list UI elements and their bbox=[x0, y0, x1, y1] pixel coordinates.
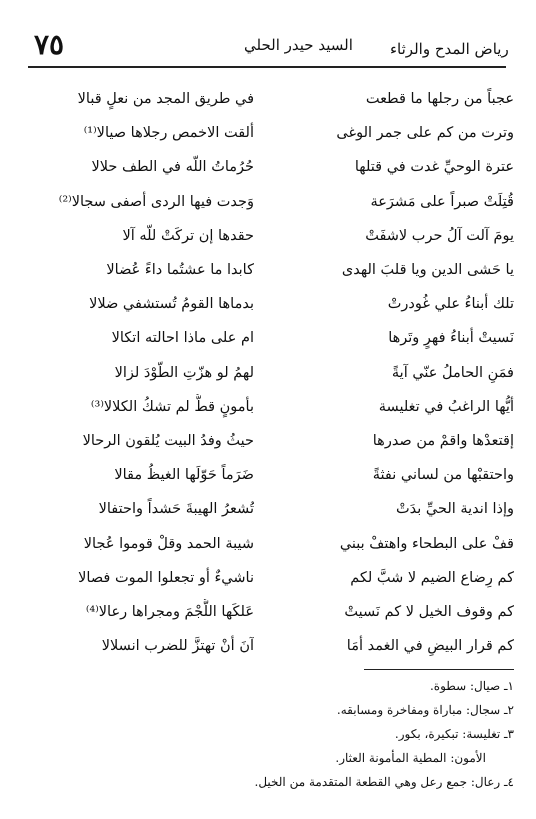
footnote-divider bbox=[364, 669, 514, 670]
verse-first-hemistich: عجباً من رجلها ما قطعت bbox=[365, 91, 514, 107]
verse-second-hemistich: عَلكَها اللُّجْمَ ومجراها رعالا⁽⁴⁾ bbox=[85, 604, 254, 620]
footnote-3: ٣ـ تغليسة: تبكيرة، بكور. bbox=[394, 727, 514, 741]
verse bbox=[0, 531, 536, 565]
verse bbox=[0, 86, 536, 120]
verse-first-hemistich: كم وقوف الخيل لا كم نَسيتْ bbox=[344, 604, 514, 620]
verse-first-hemistich: واحتقبْها من لساني نفثةً bbox=[372, 467, 514, 484]
verse-first-hemistich: تلك أبناءُ علي غُودرتْ bbox=[387, 296, 514, 313]
verse-second-hemistich: في طريق المجد من نعلٍ قبالا bbox=[77, 91, 254, 107]
header-divider bbox=[28, 66, 506, 68]
verse bbox=[0, 120, 536, 154]
verse-second-hemistich: آنَ أنْ تهتزَّ للضرب انسلالا bbox=[101, 638, 254, 655]
verse-second-hemistich: بأمونٍ قطُّ لم تشكُ الكلالا⁽³⁾ bbox=[90, 398, 254, 415]
verse bbox=[0, 565, 536, 599]
verse-first-hemistich: إقتعدْها واقمْ من صدرها bbox=[372, 433, 514, 449]
footnotes bbox=[24, 674, 514, 794]
verse bbox=[0, 223, 536, 257]
verse-second-hemistich: حُرُماتُ اللّه في الطف حلالا bbox=[91, 159, 254, 176]
verse-second-hemistich: حيثُ وفدُ البيت يُلقون الرحالا bbox=[82, 433, 254, 449]
verse bbox=[0, 291, 536, 325]
verse bbox=[0, 189, 536, 223]
verse-first-hemistich: نَسيتْ أبناءُ فهرٍ وتَرها bbox=[388, 330, 514, 347]
verse-first-hemistich: قفْ على البطحاء واهتفْ ببني bbox=[339, 535, 514, 552]
verse-first-hemistich: يا حَشى الدين ويا قلبَ الهدى bbox=[341, 262, 514, 278]
footnote-3-continued: الأمون: المطية المأمونة العثار. bbox=[335, 751, 486, 765]
verse-second-hemistich: بدماها القومُ تُستشفي ضلالا bbox=[89, 296, 254, 313]
verse-second-hemistich: لهمُ لو هزّتِ الطّوْدَ لزالا bbox=[114, 364, 254, 381]
verse-first-hemistich: كم قرار البيضِ في الغمد أمَا bbox=[346, 638, 514, 655]
page-header bbox=[0, 0, 536, 64]
verse-second-hemistich: ناشيءٌ أو تجعلوا الموت فصالا bbox=[78, 569, 254, 586]
verse-second-hemistich: ام على ماذا احالته اتكالا bbox=[111, 330, 254, 347]
verse bbox=[0, 394, 536, 428]
footnote-2: ٢ـ سجال: مباراة ومفاخرة ومسابقه. bbox=[336, 703, 514, 717]
verse-first-hemistich: وترت من كم على جمر الوغى bbox=[336, 125, 514, 142]
verse-first-hemistich: عترة الوحيِّ غدت في قتلها bbox=[354, 159, 514, 176]
verse-second-hemistich: شيبة الحمد وقلْ قوموا عُجالا bbox=[83, 535, 254, 552]
verse bbox=[0, 154, 536, 188]
page-number: ٧٥ bbox=[34, 28, 65, 61]
running-title-book: رياض المدح والرثاء bbox=[390, 40, 509, 58]
verse bbox=[0, 462, 536, 496]
verse-second-hemistich: ألقت الاخمص رجلاها صيالا⁽¹⁾ bbox=[83, 125, 254, 142]
verse bbox=[0, 325, 536, 359]
verse-second-hemistich: تُشعرُ الهيبةَ حَشداً واحتفالا bbox=[98, 501, 254, 518]
verse bbox=[0, 428, 536, 462]
verse bbox=[0, 496, 536, 530]
verse-first-hemistich: كم رِضاع الضيم لا شبَّ لكم bbox=[350, 569, 514, 586]
verse-second-hemistich: حقدها إن تركَتْ للّه آلا bbox=[122, 227, 254, 244]
verse-first-hemistich: فمَنِ الحاملُ عنّي آيةً bbox=[391, 364, 514, 381]
verse-first-hemistich: أيُّها الراغبُ في تغليسة bbox=[378, 398, 514, 415]
verse bbox=[0, 360, 536, 394]
verse-second-hemistich: وَجدت فيها الردى أصفى سجالا⁽²⁾ bbox=[58, 193, 254, 210]
running-title-author: السيد حيدر الحلي bbox=[244, 36, 353, 54]
verse-first-hemistich: وإذا اندية الحيِّ بدَتْ bbox=[395, 501, 514, 518]
verse-second-hemistich: كابدا ما عشتُما داءً عُضالا bbox=[106, 262, 254, 278]
verse bbox=[0, 599, 536, 633]
verse-first-hemistich: قُتِلَتْ صبراً على مَشرَعة bbox=[370, 193, 514, 210]
footnote-4: ٤ـ رعال: جمع رعل وهي القطعة المتقدمة من الخيل. bbox=[254, 775, 514, 789]
verse bbox=[0, 257, 536, 291]
verse-second-hemistich: ضَرَماً حَوّلَها الغيظُ مقالا bbox=[114, 467, 254, 484]
verse bbox=[0, 633, 536, 667]
footnote-1: ١ـ صيال: سطوة. bbox=[429, 679, 514, 693]
verse-first-hemistich: يومَ آلت آلُ حرب لاشفَتْ bbox=[365, 227, 514, 244]
